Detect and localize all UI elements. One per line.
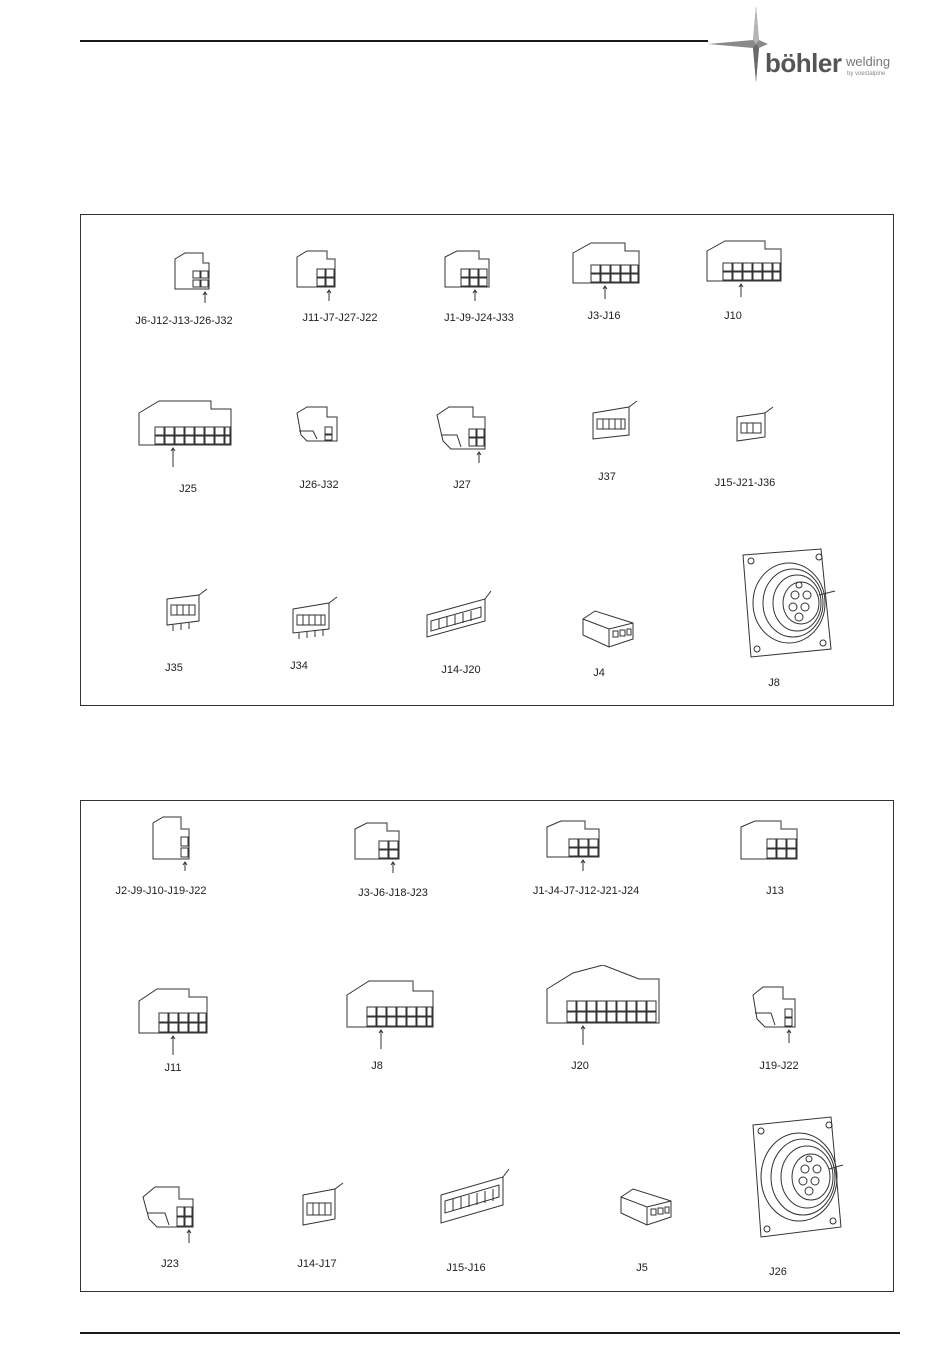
connector-housing-drawing (617, 1187, 675, 1229)
connector-2-way-drawing (173, 249, 213, 305)
connector-label: J8 (371, 1060, 383, 1072)
connector-label: J25 (179, 483, 197, 495)
connector-2-way-latch-drawing (749, 985, 801, 1047)
connector-2-way-latch-drawing (293, 405, 341, 455)
circular-connector-drawing (735, 545, 845, 661)
circular-connector-drawing (743, 1113, 853, 1241)
connector-label: J2-J9-J10-J19-J22 (115, 885, 207, 897)
connector-small-header-drawing (299, 1181, 347, 1231)
connector-label: J23 (161, 1258, 179, 1270)
connector-label: J1-J9-J24-J33 (444, 312, 514, 324)
connector-label: J26 (769, 1266, 787, 1278)
header-rule (80, 40, 708, 42)
brand-tagline: by voestalpine (847, 71, 886, 77)
connector-label: J6-J12-J13-J26-J32 (135, 315, 233, 327)
star-logo-icon (708, 4, 768, 84)
connector-14-way-drawing (345, 977, 437, 1053)
connector-6-way-drawing (443, 247, 493, 303)
connector-label: J34 (290, 660, 308, 672)
connector-label: J13 (766, 885, 784, 897)
brand-logo (708, 4, 908, 84)
connector-label: J26-J32 (299, 479, 339, 491)
connector-label: J11-J7-J27-J22 (302, 312, 378, 324)
connector-4-way-drawing (295, 247, 339, 303)
connector-label: J19-J22 (759, 1060, 799, 1072)
connector-label: J11 (164, 1062, 182, 1074)
connector-2-way-drawing (151, 813, 195, 873)
connector-12-way-drawing (705, 237, 785, 301)
footer-rule (80, 1332, 900, 1334)
brand-suffix: welding (846, 54, 891, 69)
connector-panel-b (80, 800, 894, 1292)
connector-label: J15-J21-J36 (714, 477, 776, 489)
connector-label: J8 (768, 677, 780, 689)
connector-16-way-drawing (137, 397, 235, 471)
connector-label: J15-J16 (446, 1262, 486, 1274)
connector-long-header-drawing (437, 1165, 513, 1231)
connector-pcb-header-drawing (163, 587, 209, 633)
connector-10-way-drawing (137, 985, 211, 1059)
connector-20-way-drawing (543, 965, 663, 1047)
connector-label: J14-J17 (297, 1258, 337, 1270)
connector-small-header-drawing (733, 405, 777, 445)
connector-label: J1-J4-J7-J12-J21-J24 (532, 885, 640, 897)
connector-6-way-drawing (545, 817, 603, 873)
connector-label: J20 (571, 1060, 589, 1072)
connector-10-way-drawing (571, 239, 645, 301)
connector-label: J14-J20 (441, 664, 481, 676)
connector-label: J35 (165, 662, 183, 674)
connector-housing-drawing (579, 609, 637, 649)
connector-pcb-header-drawing (289, 595, 339, 641)
connector-inline-header-drawing (589, 399, 641, 443)
connector-4-way-latch-drawing (139, 1185, 197, 1245)
connector-label: J4 (593, 667, 605, 679)
connector-long-header-drawing (423, 587, 493, 645)
connector-panel-a (80, 214, 894, 706)
connector-label: J3-J6-J18-J23 (358, 887, 428, 899)
brand-name: böhler (765, 48, 842, 78)
connector-label: J27 (453, 479, 471, 491)
connector-label: J3-J16 (587, 310, 621, 322)
connector-6-way-drawing (739, 817, 801, 865)
connector-label: J5 (636, 1262, 648, 1274)
connector-label: J10 (724, 310, 742, 322)
connector-4-way-latch-drawing (433, 405, 489, 467)
connector-label: J37 (598, 471, 616, 483)
connector-4-way-drawing (353, 819, 403, 875)
